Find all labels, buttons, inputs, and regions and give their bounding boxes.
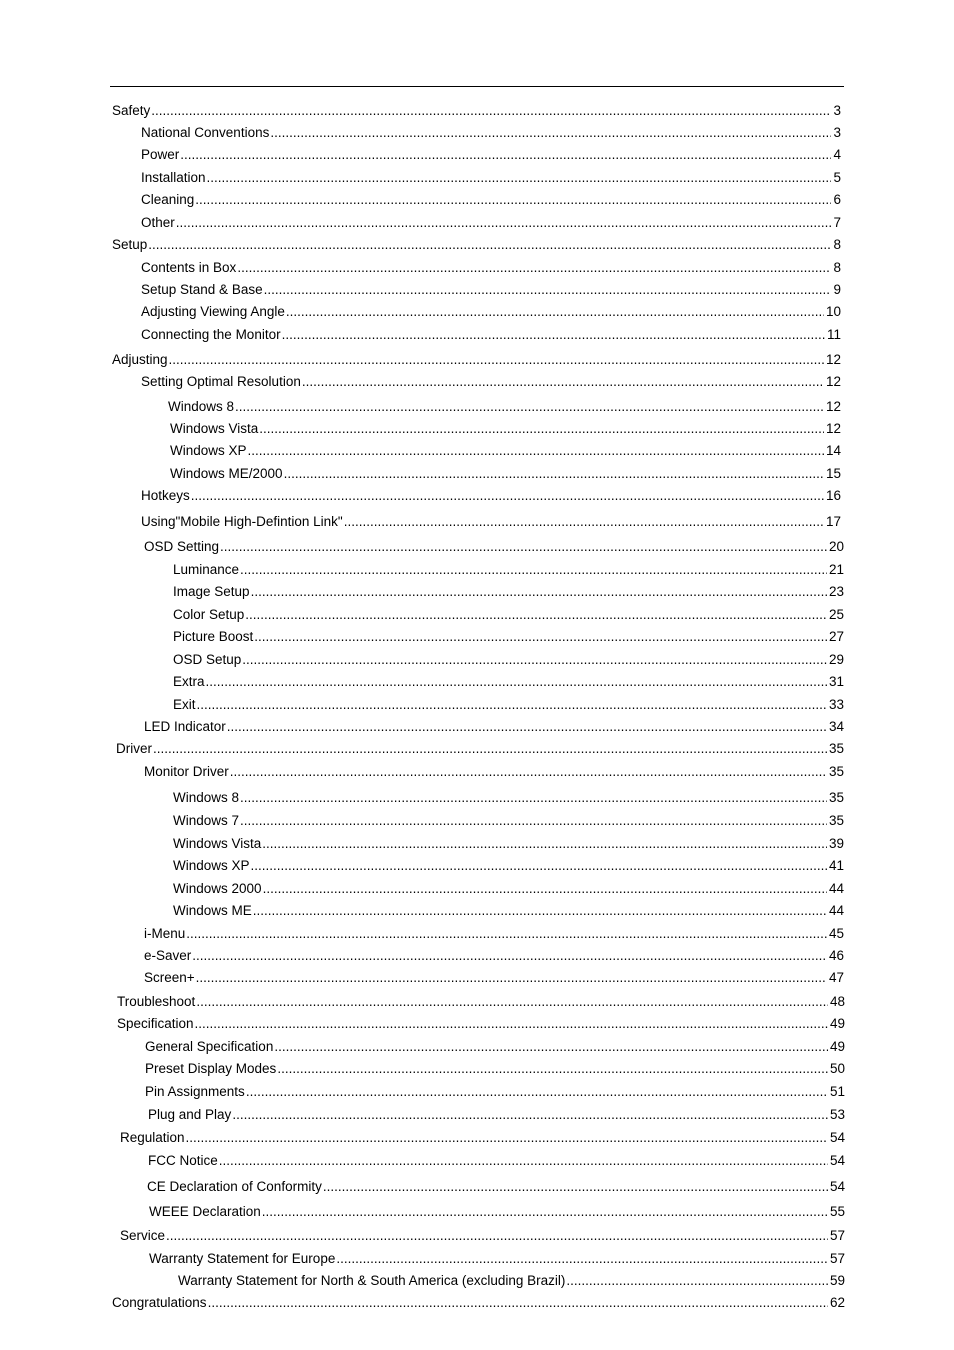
- toc-entry-title: Windows 8: [173, 790, 240, 805]
- dot-leader: [220, 539, 827, 555]
- toc-entry[interactable]: [173, 809, 844, 829]
- toc-entry[interactable]: [141, 121, 841, 141]
- toc-entry[interactable]: [141, 370, 841, 390]
- dot-leader: [264, 282, 832, 298]
- toc-entry-title: Image Setup: [173, 584, 250, 599]
- toc-entry-page: 11: [826, 327, 841, 342]
- dot-leader: [344, 514, 824, 530]
- toc-entry-page: 35: [828, 813, 844, 828]
- toc-entry-title: OSD Setup: [173, 652, 242, 667]
- dot-leader: [262, 1204, 828, 1220]
- toc-entry-title: Windows 2000: [173, 881, 262, 896]
- dot-leader: [245, 607, 827, 623]
- toc-entry[interactable]: [141, 143, 841, 163]
- dot-leader: [219, 1153, 828, 1169]
- dot-leader: [263, 881, 827, 897]
- toc-entry-title: Extra: [173, 674, 205, 689]
- dot-leader: [270, 125, 831, 141]
- dot-leader: [197, 697, 827, 713]
- toc-entry-title: Connecting the Monitor: [141, 327, 281, 342]
- toc-entry[interactable]: [141, 256, 841, 276]
- toc-entry-page: 21: [828, 562, 844, 577]
- toc-entry-page: 35: [828, 764, 844, 779]
- toc-entry-title: i-Menu: [144, 926, 186, 941]
- toc-entry-title: Windows ME: [173, 903, 252, 918]
- dot-leader: [196, 994, 828, 1010]
- toc-entry[interactable]: [120, 1126, 845, 1146]
- toc-entry-page: 54: [829, 1153, 845, 1168]
- toc-entry-title: Regulation: [120, 1130, 185, 1145]
- toc-entry-title: Preset Display Modes: [145, 1061, 277, 1076]
- toc-entry[interactable]: [141, 300, 841, 320]
- toc-entry-title: Windows Vista: [173, 836, 262, 851]
- dot-leader: [153, 741, 827, 757]
- toc-entry-title: Other: [141, 215, 175, 230]
- dot-leader: [253, 903, 827, 919]
- toc-entry[interactable]: [145, 1035, 845, 1055]
- toc-entry-page: 14: [825, 443, 841, 458]
- toc-entry-page: 10: [825, 304, 841, 319]
- dot-leader: [166, 1228, 828, 1244]
- toc-entry-title: Adjusting Viewing Angle: [141, 304, 285, 319]
- toc-entry-title: Windows 7: [173, 813, 240, 828]
- toc-entry-title: Warranty Statement for Europe: [149, 1251, 336, 1266]
- toc-entry-title: Luminance: [173, 562, 240, 577]
- dot-leader: [242, 652, 827, 668]
- dot-leader: [206, 674, 827, 690]
- dot-leader: [240, 813, 827, 829]
- toc-entry[interactable]: [141, 211, 841, 231]
- toc-entry-page: 8: [833, 237, 841, 252]
- toc-entry[interactable]: [141, 510, 841, 530]
- toc-entry-title: Picture Boost: [173, 629, 254, 644]
- toc-entry[interactable]: [141, 166, 841, 186]
- toc-entry[interactable]: [149, 1200, 845, 1220]
- toc-entry-title: Color Setup: [173, 607, 245, 622]
- toc-entry-page: 54: [829, 1179, 845, 1194]
- dot-leader: [323, 1179, 828, 1195]
- dot-leader: [230, 764, 827, 780]
- dot-leader: [302, 374, 824, 390]
- toc-entry-page: 47: [828, 970, 844, 985]
- dot-leader: [180, 147, 831, 163]
- toc-entry[interactable]: [173, 877, 844, 897]
- toc-entry-page: 4: [833, 147, 841, 162]
- toc-entry-title: Setup Stand & Base: [141, 282, 263, 297]
- toc-entry-page: 15: [825, 466, 841, 481]
- dot-leader: [282, 327, 825, 343]
- toc-entry-page: 35: [828, 741, 844, 756]
- toc-entry-title: Hotkeys: [141, 488, 190, 503]
- toc-entry[interactable]: [148, 1103, 845, 1123]
- toc-entry[interactable]: [144, 535, 844, 555]
- toc-entry-page: 12: [825, 352, 841, 367]
- toc-entry-title: National Conventions: [141, 125, 270, 140]
- toc-entry-page: 27: [828, 629, 844, 644]
- toc-entry[interactable]: [173, 558, 844, 578]
- toc-entry-page: 44: [828, 881, 844, 896]
- toc-entry[interactable]: [145, 1080, 845, 1100]
- toc-entry-page: 23: [828, 584, 844, 599]
- toc-entry-page: 54: [829, 1130, 845, 1145]
- dot-leader: [284, 466, 824, 482]
- toc-entry-page: 33: [828, 697, 844, 712]
- toc-entry[interactable]: [173, 625, 844, 645]
- dot-leader: [186, 926, 827, 942]
- toc-entry-page: 45: [828, 926, 844, 941]
- toc-entry-page: 31: [828, 674, 844, 689]
- toc-entry[interactable]: [147, 1175, 845, 1195]
- toc-entry-title: LED Indicator: [144, 719, 226, 734]
- toc-entry[interactable]: [173, 580, 844, 600]
- dot-leader: [196, 970, 827, 986]
- toc-entry-title: Cleaning: [141, 192, 195, 207]
- toc-entry-page: 6: [833, 192, 841, 207]
- toc-entry-title: Windows ME/2000: [170, 466, 283, 481]
- toc-entry[interactable]: [144, 922, 844, 942]
- toc-entry[interactable]: [173, 670, 844, 690]
- toc-entry[interactable]: [170, 417, 841, 437]
- toc-entry-title: e-Saver: [144, 948, 192, 963]
- toc-entry-page: 25: [828, 607, 844, 622]
- toc-entry[interactable]: [112, 348, 841, 368]
- toc-entry-page: 34: [828, 719, 844, 734]
- dot-leader: [277, 1061, 828, 1077]
- toc-entry[interactable]: [168, 395, 841, 415]
- toc-entry[interactable]: [144, 760, 844, 780]
- toc-entry-title: Service: [120, 1228, 166, 1243]
- toc-entry-title: Using"Mobile High-Defintion Link": [141, 514, 343, 529]
- toc-entry[interactable]: [144, 944, 844, 964]
- dot-leader: [192, 948, 827, 964]
- toc-entry-page: 51: [829, 1084, 845, 1099]
- toc-entry-page: 53: [829, 1107, 845, 1122]
- toc-entry-page: 57: [829, 1251, 845, 1266]
- dot-leader: [195, 1016, 828, 1032]
- toc-entry-page: 49: [829, 1039, 845, 1054]
- dot-leader: [195, 192, 831, 208]
- toc-entry[interactable]: [117, 1012, 845, 1032]
- dot-leader: [235, 399, 824, 415]
- toc-entry[interactable]: [145, 1057, 845, 1077]
- toc-entry[interactable]: [173, 832, 844, 852]
- toc-entry-title: Setup: [112, 237, 148, 252]
- toc-entry-page: 46: [828, 948, 844, 963]
- toc-entry-page: 29: [828, 652, 844, 667]
- toc-entry-title: FCC Notice: [148, 1153, 218, 1168]
- toc-entry-page: 39: [828, 836, 844, 851]
- toc-entry-page: 62: [829, 1295, 845, 1310]
- toc-entry[interactable]: [149, 1247, 845, 1267]
- dot-leader: [208, 1295, 828, 1311]
- toc-entry-title: Exit: [173, 697, 196, 712]
- toc-entry[interactable]: [173, 786, 844, 806]
- toc-entry[interactable]: [178, 1269, 845, 1289]
- toc-entry[interactable]: [148, 1149, 845, 1169]
- toc-entry-page: 7: [833, 215, 841, 230]
- toc-entry-title: General Specification: [145, 1039, 274, 1054]
- toc-entry[interactable]: [116, 737, 844, 757]
- toc-entry-page: 17: [825, 514, 841, 529]
- toc-entry-title: WEEE Declaration: [149, 1204, 261, 1219]
- dot-leader: [286, 304, 824, 320]
- toc-entry[interactable]: [141, 278, 841, 298]
- dot-leader: [186, 1130, 828, 1146]
- dot-leader: [237, 260, 831, 276]
- toc-entry-page: 9: [833, 282, 841, 297]
- toc-entry-title: Screen+: [144, 970, 195, 985]
- toc-entry-title: OSD Setting: [144, 539, 220, 554]
- dot-leader: [232, 1107, 828, 1123]
- dot-leader: [251, 858, 827, 874]
- toc-entry[interactable]: [112, 1291, 845, 1311]
- toc-entry-page: 35: [828, 790, 844, 805]
- top-rule: [110, 86, 844, 87]
- dot-leader: [176, 215, 832, 231]
- dot-leader: [274, 1039, 828, 1055]
- toc-entry[interactable]: [117, 990, 845, 1010]
- toc-entry-title: Troubleshoot: [117, 994, 196, 1009]
- dot-leader: [259, 421, 824, 437]
- dot-leader: [254, 629, 827, 645]
- dot-leader: [246, 1084, 828, 1100]
- toc-entry-title: Windows XP: [173, 858, 250, 873]
- toc-entry-title: Windows 8: [168, 399, 235, 414]
- toc-entry[interactable]: [141, 188, 841, 208]
- toc-entry-page: 3: [833, 103, 841, 118]
- toc-entry[interactable]: [173, 648, 844, 668]
- dot-leader: [251, 584, 827, 600]
- toc-entry-page: 12: [825, 374, 841, 389]
- toc-entry-title: Windows XP: [170, 443, 247, 458]
- toc-entry[interactable]: [120, 1224, 845, 1244]
- toc-entry-title: Monitor Driver: [144, 764, 229, 779]
- dot-leader: [191, 488, 824, 504]
- toc-entry-title: Power: [141, 147, 180, 162]
- toc-entry-page: 12: [825, 421, 841, 436]
- toc-entry-title: Contents in Box: [141, 260, 237, 275]
- toc-entry[interactable]: [170, 462, 841, 482]
- dot-leader: [148, 237, 831, 253]
- toc-entry-page: 48: [829, 994, 845, 1009]
- toc-entry[interactable]: [112, 233, 841, 253]
- toc-entry[interactable]: [173, 899, 844, 919]
- toc-entry[interactable]: [141, 484, 841, 504]
- toc-entry-title: CE Declaration of Conformity: [147, 1179, 322, 1194]
- toc-entry-title: Safety: [112, 103, 151, 118]
- dot-leader: [262, 836, 827, 852]
- dot-leader: [240, 562, 827, 578]
- dot-leader: [227, 719, 827, 735]
- toc-entry[interactable]: [173, 603, 844, 623]
- toc-entry-title: Specification: [117, 1016, 194, 1031]
- toc-entry-page: 59: [829, 1273, 845, 1288]
- toc-entry-page: 50: [829, 1061, 845, 1076]
- dot-leader: [169, 352, 824, 368]
- toc-entry-page: 12: [825, 399, 841, 414]
- dot-leader: [248, 443, 824, 459]
- toc-entry[interactable]: [144, 966, 844, 986]
- toc-entry[interactable]: [112, 99, 841, 119]
- toc-entry-title: Windows Vista: [170, 421, 259, 436]
- toc-entry-page: 55: [829, 1204, 845, 1219]
- dot-leader: [240, 790, 827, 806]
- toc-entry-page: 5: [833, 170, 841, 185]
- toc-entry-page: 20: [828, 539, 844, 554]
- toc-entry-title: Installation: [141, 170, 206, 185]
- toc-entry-title: Setting Optimal Resolution: [141, 374, 301, 389]
- toc-entry[interactable]: [170, 439, 841, 459]
- toc-entry[interactable]: [173, 693, 844, 713]
- toc-entry-page: 49: [829, 1016, 845, 1031]
- toc-entry-page: 41: [828, 858, 844, 873]
- toc-entry-title: Warranty Statement for North & South America (excluding Brazil): [178, 1273, 566, 1288]
- toc-entry-page: 57: [829, 1228, 845, 1243]
- dot-leader: [566, 1273, 828, 1289]
- toc-entry-page: 8: [833, 260, 841, 275]
- toc-entry-page: 3: [833, 125, 841, 140]
- toc-entry-title: Adjusting: [112, 352, 168, 367]
- toc-entry-title: Plug and Play: [148, 1107, 232, 1122]
- dot-leader: [207, 170, 832, 186]
- toc-entry-page: 44: [828, 903, 844, 918]
- toc-entry[interactable]: [144, 715, 844, 735]
- toc-entry[interactable]: [141, 323, 841, 343]
- dot-leader: [151, 103, 831, 119]
- dot-leader: [336, 1251, 828, 1267]
- toc-entry-title: Congratulations: [112, 1295, 207, 1310]
- toc-entry-title: Driver: [116, 741, 152, 756]
- toc-entry-title: Pin Assignments: [145, 1084, 245, 1099]
- toc-entry-page: 16: [825, 488, 841, 503]
- toc-entry[interactable]: [173, 854, 844, 874]
